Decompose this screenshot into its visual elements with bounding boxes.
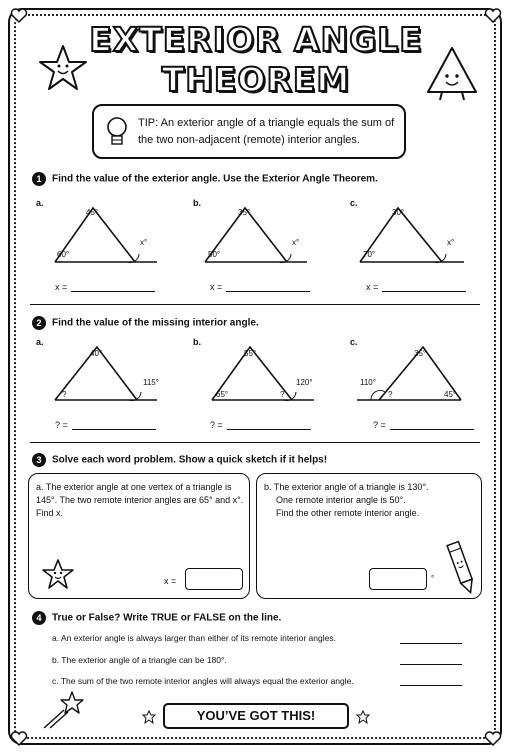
triangle-1a: [55, 206, 165, 266]
word-problem-b: [256, 473, 482, 599]
angle-label: ?: [62, 390, 67, 399]
angle-label: 60°: [57, 250, 70, 259]
title-line-2: THEOREM: [161, 60, 351, 99]
lightbulb-icon: [104, 115, 130, 149]
pencil-icon: [447, 540, 477, 598]
section-number: 2: [32, 316, 46, 330]
tf-answer-line-a[interactable]: [400, 643, 462, 644]
problem-letter: c.: [350, 198, 358, 208]
angle-label: 70°: [363, 250, 376, 259]
answer-line: x =: [55, 282, 155, 292]
shooting-star-icon: [40, 690, 84, 730]
answer-line: ? =: [55, 420, 156, 430]
section-number: 3: [32, 453, 46, 467]
angle-label: ?: [388, 390, 393, 399]
heart-icon: [484, 731, 502, 747]
tf-statement-c: c. The sum of the two remote interior angles will always equal the exterior angle.: [52, 676, 354, 686]
divider: [30, 304, 480, 305]
section-number: 4: [32, 611, 46, 625]
tip-box: [92, 104, 406, 159]
triangle-1b: [205, 206, 315, 266]
tf-answer-line-c[interactable]: [400, 685, 462, 686]
problem-letter: b.: [193, 337, 201, 347]
answer-box[interactable]: [185, 568, 243, 590]
angle-label: 35°: [414, 349, 427, 358]
angle-label: 55°: [244, 349, 257, 358]
tf-statement-a: a. An exterior angle is always larger than either of its remote interior angles.: [52, 633, 336, 643]
word-problem-a: [28, 473, 250, 599]
problem-letter: a.: [36, 198, 44, 208]
word-problem-text: b. The exterior angle of a triangle is 130°. One remote interior angle is 50°. Find the other remote interior angle.: [264, 482, 429, 518]
section-4-heading: 4 True or False? Write TRUE or FALSE on the line.: [32, 611, 281, 625]
section-1-heading: 1 Find the value of the exterior angle. Use the Exterior Angle Theorem.: [32, 172, 378, 186]
answer-box[interactable]: [369, 568, 427, 590]
angle-label: 45°: [444, 390, 457, 399]
answer-line: ? =: [373, 420, 474, 430]
degree-unit: °: [431, 574, 435, 583]
angle-label: 45°: [86, 208, 99, 217]
problem-letter: b.: [193, 198, 201, 208]
section-number: 1: [32, 172, 46, 186]
star-character-icon: [41, 558, 75, 592]
divider: [30, 442, 480, 443]
section-2-heading: 2 Find the value of the missing interior angle.: [32, 316, 259, 330]
title-line-1: EXTERIOR ANGLE: [89, 20, 423, 59]
encouragement-banner: YOU’VE GOT THIS!: [163, 703, 349, 729]
smiling-star-icon: [38, 44, 88, 94]
problem-letter: c.: [350, 337, 358, 347]
angle-label: 50°: [208, 250, 221, 259]
angle-label: x°: [140, 238, 148, 247]
angle-label: x°: [447, 238, 455, 247]
answer-line: ? =: [210, 420, 311, 430]
triangle-2a: [55, 345, 165, 403]
angle-label: ?: [280, 390, 285, 399]
angle-label: 35°: [238, 208, 251, 217]
tf-statement-b: b. The exterior angle of a triangle can be 180°.: [52, 655, 227, 665]
triangle-character-icon: [422, 44, 482, 102]
problem-letter: a.: [36, 337, 44, 347]
angle-label: 65°: [216, 390, 229, 399]
star-icon: [142, 710, 156, 724]
tip-text: TIP: An exterior angle of a triangle equals the sum of the two non-adjacent (remote) interior angles.: [138, 117, 395, 146]
answer-line: x =: [366, 282, 466, 292]
angle-label: 30°: [392, 208, 405, 217]
angle-label: 110°: [360, 378, 376, 387]
triangle-1c: [360, 206, 470, 266]
answer-label: x =: [164, 576, 177, 586]
triangle-2b: [212, 345, 322, 403]
answer-line: x =: [210, 282, 310, 292]
heart-icon: [10, 731, 28, 747]
heart-icon: [484, 8, 502, 24]
angle-label: 115°: [143, 378, 159, 387]
tf-answer-line-b[interactable]: [400, 664, 462, 665]
word-problem-text: a. The exterior angle at one vertex of a triangle is 145°. The two remote interior angles are 65° and x°. Find x.: [36, 482, 244, 518]
heart-icon: [10, 8, 28, 24]
angle-label: x°: [292, 238, 300, 247]
angle-label: 120°: [296, 378, 313, 387]
star-icon: [356, 710, 370, 724]
angle-label: 40°: [90, 349, 103, 358]
section-3-heading: 3 Solve each word problem. Show a quick sketch if it helps!: [32, 453, 327, 467]
